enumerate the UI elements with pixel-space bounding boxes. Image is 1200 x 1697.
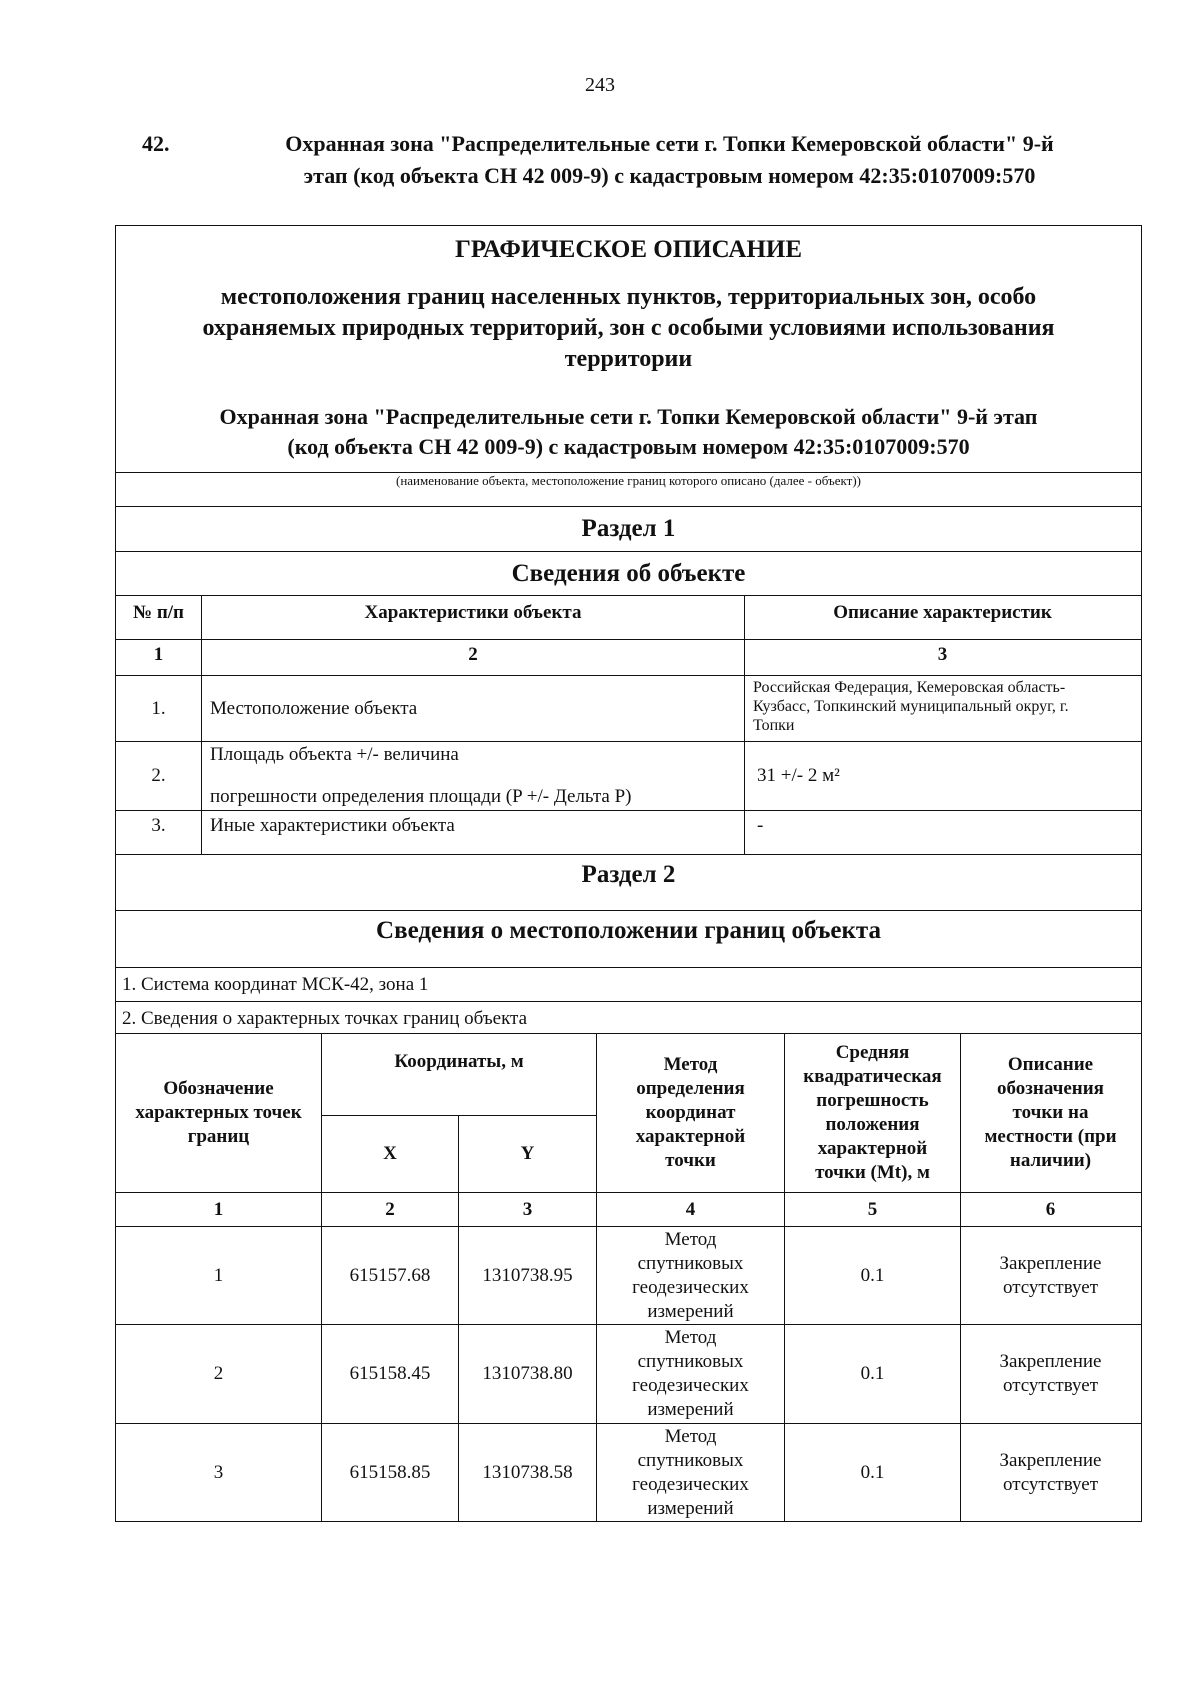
object-name-note — [115, 473, 1142, 507]
object-name-line-2: (код объекта СН 42 009-9) с кадастровым номером 42:35:0107009:570 — [287, 434, 970, 459]
row-number: 1. — [116, 676, 202, 741]
table-row — [115, 1424, 1142, 1522]
col-number: 2 — [322, 1193, 459, 1226]
table-row — [115, 811, 1142, 855]
method-text: Метод — [664, 1327, 717, 1348]
characteristic-value — [745, 676, 1140, 741]
name-line-1: Площадь объекта +/- величина — [210, 744, 459, 765]
section-2-label — [115, 855, 1142, 911]
header-method — [597, 1034, 785, 1192]
designation-line-1: Обозначение — [163, 1078, 274, 1099]
value-line-3: Топки — [753, 717, 795, 734]
section-1-header-row — [115, 596, 1142, 640]
error-line-5: характерной — [817, 1138, 928, 1159]
title-subtitle — [122, 282, 1135, 375]
point-x: 615158.45 — [322, 1325, 459, 1423]
error-line-1: Средняя — [835, 1042, 910, 1063]
header-designation — [116, 1034, 322, 1192]
col-number: 1 — [116, 640, 202, 675]
method-text: измерений — [647, 1300, 734, 1322]
characteristic-value: - — [757, 815, 764, 836]
section-2-header-row — [115, 1034, 1142, 1193]
point-id: 1 — [116, 1227, 322, 1324]
title-block — [115, 225, 1142, 473]
subtitle-line-3: территории — [564, 346, 693, 372]
description-text: Закрепление — [999, 1351, 1102, 1372]
error-line-2: квадратическая — [803, 1066, 942, 1087]
point-error: 0.1 — [785, 1325, 961, 1423]
header-x: X — [322, 1116, 459, 1192]
header-coordinates-label: Координаты, м — [322, 1034, 596, 1116]
graphic-description-table — [115, 225, 1142, 1547]
col-number: 5 — [785, 1193, 961, 1226]
characteristic-name: Иные характеристики объекта — [202, 811, 745, 854]
error-line-3: погрешность — [816, 1090, 929, 1111]
title-main: ГРАФИЧЕСКОЕ ОПИСАНИЕ — [454, 236, 803, 263]
designation-line-2: характерных точек — [135, 1102, 302, 1123]
row-number: 3. — [116, 811, 202, 854]
point-y: 1310738.95 — [459, 1227, 597, 1324]
method-text: спутниковых — [637, 1449, 744, 1471]
point-x: 615158.85 — [322, 1424, 459, 1521]
col-number: 6 — [1045, 1198, 1056, 1220]
section-1-label: Раздел 1 — [115, 507, 1142, 552]
characteristic-value: 31 +/- 2 м² — [757, 765, 840, 786]
method-text: геодезических — [632, 1375, 749, 1396]
point-method — [597, 1325, 785, 1423]
header-num: № п/п — [116, 596, 202, 639]
header-coordinates — [322, 1034, 597, 1192]
point-description — [961, 1227, 1140, 1324]
header-error — [785, 1034, 961, 1192]
heading-line-2: этап (код объекта СН 42 009-9) с кадастровым номером 42:35:0107009:570 — [303, 163, 1036, 188]
method-text: Метод — [664, 1425, 717, 1447]
header-characteristics: Характеристики объекта — [202, 596, 745, 639]
method-text: спутниковых — [637, 1351, 744, 1372]
table-row — [115, 1325, 1142, 1424]
col-number: 1 — [116, 1193, 322, 1226]
header-point-description — [961, 1034, 1140, 1192]
method-line-3: координат — [645, 1102, 736, 1123]
description-text: отсутствует — [1002, 1375, 1099, 1396]
method-text: спутниковых — [637, 1252, 744, 1274]
method-line-4: характерной — [635, 1126, 746, 1147]
header-description: Описание характеристик — [833, 602, 1052, 623]
section-2-label-text: Раздел 2 — [581, 861, 676, 888]
col-number: 2 — [202, 640, 745, 675]
note-text: (наименование объекта, местоположение границ которого описано (далее - объект)) — [396, 473, 861, 488]
description-text: отсутствует — [1002, 1276, 1099, 1298]
value-line-1: Российская Федерация, Кемеровская область- — [753, 679, 1066, 696]
method-line-1: Метод — [663, 1054, 718, 1075]
method-text: Метод — [664, 1228, 717, 1250]
method-line-2: определения — [636, 1078, 745, 1099]
point-description — [961, 1325, 1140, 1423]
designation-line-3: границ — [187, 1126, 250, 1147]
section-1-number-row — [115, 640, 1142, 676]
table-row — [115, 742, 1142, 811]
point-y: 1310738.58 — [459, 1424, 597, 1521]
description-text: Закрепление — [999, 1252, 1102, 1274]
page-number: 243 — [585, 74, 615, 96]
desc-line-4: местности (при — [984, 1126, 1117, 1147]
points-caption-text: 2. Сведения о характерных точках границ объекта — [122, 1008, 528, 1029]
method-text: геодезических — [632, 1276, 749, 1298]
point-error: 0.1 — [785, 1424, 961, 1521]
table-row — [115, 676, 1142, 742]
subtitle-line-1: местоположения границ населенных пунктов, территориальных зон, особо — [220, 284, 1037, 310]
name-line-2: погрешности определения площади (P +/- Дельта P) — [210, 786, 632, 807]
desc-line-3: точки на — [1012, 1102, 1089, 1123]
description-text: Закрепление — [999, 1449, 1102, 1471]
row-number: 2. — [116, 742, 202, 810]
points-caption — [115, 1002, 1142, 1034]
coordinate-system — [115, 968, 1142, 1002]
heading-text — [212, 128, 1127, 192]
point-error: 0.1 — [785, 1227, 961, 1324]
section-2-title — [115, 911, 1142, 968]
error-line-4: положения — [825, 1114, 920, 1135]
point-x: 615157.68 — [322, 1227, 459, 1324]
section-1-title: Сведения об объекте — [115, 552, 1142, 596]
description-text: отсутствует — [1002, 1473, 1099, 1495]
method-text: геодезических — [632, 1473, 749, 1495]
desc-line-2: обозначения — [997, 1078, 1104, 1099]
desc-line-1: Описание — [1007, 1054, 1094, 1075]
heading-line-1: Охранная зона "Распределительные сети г. Топки Кемеровской области" 9-й — [285, 131, 1054, 156]
coordinate-system-text: 1. Система координат МСК-42, зона 1 — [122, 974, 429, 995]
point-id: 3 — [116, 1424, 322, 1521]
document-heading — [142, 128, 1127, 192]
point-id: 2 — [116, 1325, 322, 1423]
object-name — [122, 402, 1135, 462]
object-name-line-1: Охранная зона "Распределительные сети г. Топки Кемеровской области" 9-й этап — [219, 404, 1038, 429]
heading-number: 42. — [142, 131, 170, 156]
col-number: 4 — [597, 1193, 785, 1226]
point-description — [961, 1424, 1140, 1521]
col-number: 3 — [937, 644, 948, 665]
method-line-5: точки — [665, 1150, 716, 1171]
method-text: измерений — [647, 1399, 734, 1420]
desc-line-5: наличии) — [1009, 1150, 1092, 1171]
point-method — [597, 1227, 785, 1324]
header-y: Y — [520, 1143, 535, 1164]
col-number: 3 — [459, 1193, 597, 1226]
method-text: измерений — [647, 1497, 734, 1519]
table-row — [115, 1227, 1142, 1325]
characteristic-name — [202, 742, 745, 810]
point-method — [597, 1424, 785, 1521]
section-2-title-text: Сведения о местоположении границ объекта — [376, 917, 881, 944]
error-line-6: точки (Mt), м — [815, 1162, 930, 1183]
characteristic-name: Местоположение объекта — [202, 676, 745, 741]
section-2-number-row — [115, 1193, 1142, 1227]
point-y: 1310738.80 — [459, 1325, 597, 1423]
subtitle-line-2: охраняемых природных территорий, зон с особыми условиями использования — [202, 315, 1055, 341]
value-line-2: Кузбасс, Топкинский муниципальный округ, г. — [753, 698, 1069, 715]
